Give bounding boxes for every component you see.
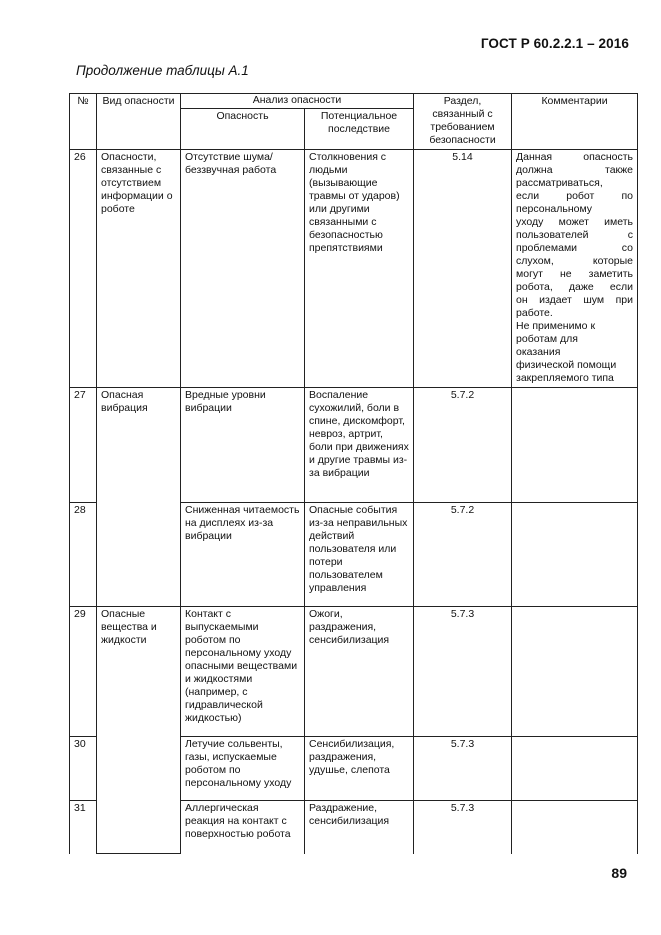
- header-section: Раздел, связанный с требованием безопасности: [414, 94, 512, 150]
- comment-line: физической помощи: [516, 359, 617, 371]
- header-analysis: Анализ опасности: [181, 94, 414, 109]
- row-consequence: Воспаление сухожилий, боли в спине, дискомфорт, невроз, артрит, боли при движениях и другие травмы из-за вибрации: [305, 388, 414, 503]
- comment-line: пользователей с: [516, 229, 634, 241]
- row-num: 30: [70, 737, 97, 801]
- comment-line: должна также: [516, 164, 634, 176]
- comment-line: он издает шум при: [516, 294, 634, 306]
- row-comment: [512, 801, 638, 854]
- comment-line: работе.: [516, 307, 553, 319]
- row-hazard: Отсутствие шума/беззвучная работа: [181, 150, 305, 388]
- document-code: ГОСТ Р 60.2.2.1 – 2016: [480, 36, 629, 51]
- row-num: 28: [70, 503, 97, 607]
- row-hazard: Аллергическая реакция на контакт с поверхностью робота: [181, 801, 305, 854]
- header-num: №: [70, 94, 97, 150]
- row-section: 5.7.3: [414, 801, 512, 854]
- row-consequence: Раздражение, сенсибилизация: [305, 801, 414, 854]
- table-row: [70, 607, 638, 737]
- header-type: Вид опасности: [97, 94, 181, 150]
- table-row: [70, 150, 638, 388]
- row-comment: [512, 150, 638, 388]
- row-hazard: Сниженная читаемость на дисплеях из-за вибрации: [181, 503, 305, 607]
- row-type: Опасная вибрация: [97, 388, 181, 607]
- row-hazard: Контакт с выпускаемыми роботом по персональному уходу опасными веществами и жидкостями (например, с гидравлической жидкостью): [181, 607, 305, 737]
- comment-line: Не применимо к: [516, 320, 596, 332]
- comment-line: оказания: [516, 346, 561, 358]
- row-section: 5.7.3: [414, 607, 512, 737]
- row-comment: [512, 503, 638, 607]
- row-num: 31: [70, 801, 97, 854]
- row-num: 26: [70, 150, 97, 388]
- row-hazard: Летучие сольвенты, газы, испускаемые роботом по персональному уходу: [181, 737, 305, 801]
- comment-line: закрепляемого типа: [516, 372, 614, 384]
- header-hazard: Опасность: [181, 109, 305, 150]
- row-num: 29: [70, 607, 97, 737]
- row-comment: [512, 607, 638, 737]
- row-section: 5.7.2: [414, 503, 512, 607]
- row-consequence: Ожоги, раздражения, сенсибилизация: [305, 607, 414, 737]
- row-hazard: Вредные уровни вибрации: [181, 388, 305, 503]
- comment-line: персональному: [516, 203, 593, 215]
- header-comments: Комментарии: [512, 94, 638, 150]
- comment-line: Данная опасность: [516, 151, 634, 163]
- row-num: 27: [70, 388, 97, 503]
- row-section: 5.7.3: [414, 737, 512, 801]
- table-row: [70, 388, 638, 503]
- row-section: 5.7.2: [414, 388, 512, 503]
- row-consequence: Сенсибилизация, раздражения, удушье, слепота: [305, 737, 414, 801]
- row-type: Опасные вещества и жидкости: [97, 607, 181, 854]
- comment-line: могут не заметить: [516, 268, 634, 280]
- comment-line: рассматриваться,: [516, 177, 603, 189]
- hazard-table: [69, 93, 638, 854]
- row-comment: [512, 388, 638, 503]
- comment-line: роботам для: [516, 333, 578, 345]
- row-consequence: Столкновения с людьми (вызывающие травмы от ударов) или другими связанными с безопасностью препятствиями: [305, 150, 414, 388]
- comment-line: проблемами со: [516, 242, 634, 254]
- row-section: 5.14: [414, 150, 512, 388]
- row-comment: [512, 737, 638, 801]
- page-number: 89: [611, 865, 627, 881]
- row-consequence: Опасные события из-за неправильных действий пользователя или потери пользователем управления: [305, 503, 414, 607]
- comment-line: робота, даже если: [516, 281, 634, 293]
- row-type: Опасности, связанные с отсутствием информации о роботе: [97, 150, 181, 388]
- comment-line: уходу может иметь: [516, 216, 634, 228]
- comment-line: слухом, которые: [516, 255, 634, 267]
- header-consequence: Потенциальное последствие: [305, 109, 414, 150]
- comment-line: если робот по: [516, 190, 634, 202]
- table-caption: Продолжение таблицы А.1: [76, 63, 249, 78]
